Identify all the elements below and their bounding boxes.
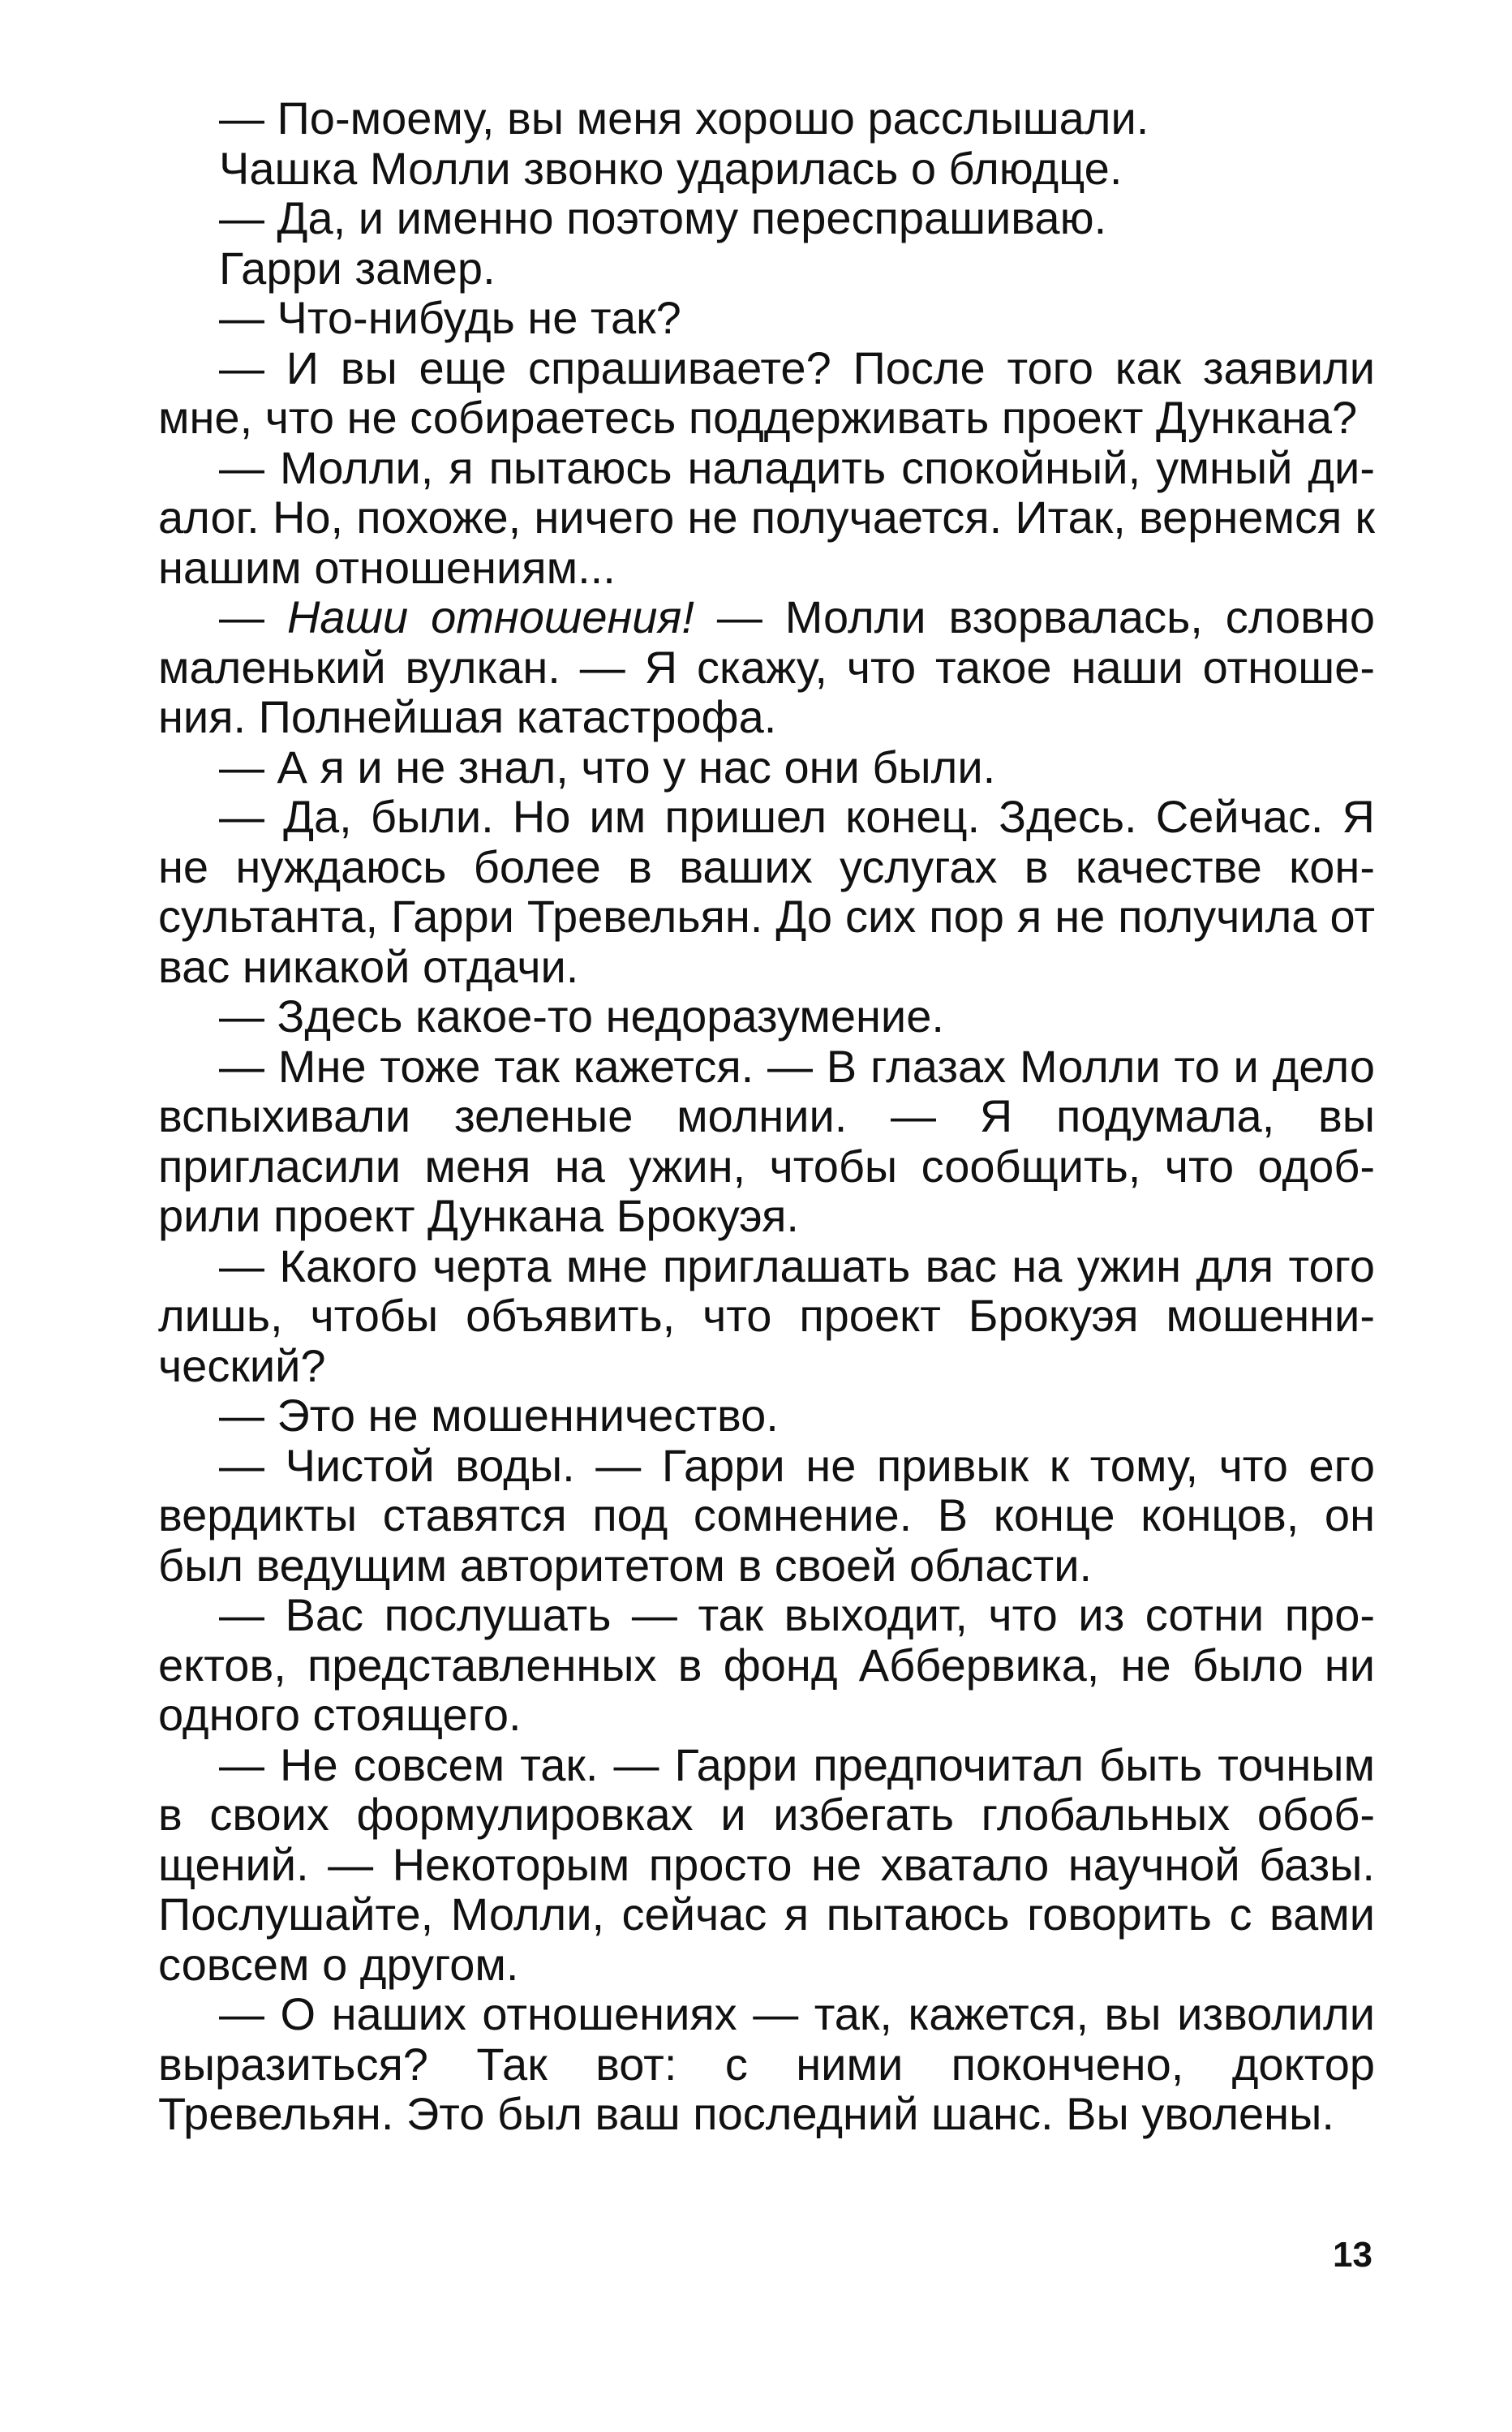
paragraph: — Это не мошенничество.: [219, 1390, 779, 1441]
paragraph: — Здесь какое-то недоразумение.: [219, 990, 944, 1042]
body-text: [158, 93, 1375, 2139]
paragraph: — Да, и именно поэтому переспрашиваю.: [219, 192, 1107, 243]
paragraph: — Не совсем так. — Гарри предпочитал быть точным в своих формулировках и избегать глобальных обобщений. — Некоторым просто не хватало научной базы. Послушайте, Молли, сейчас я пытаюсь говорить с вами совсем о другом.: [158, 1738, 1375, 1990]
paragraph-rest: — Молли взорвалась, словно маленький вулкан. — Я скажу, что такое наши отношения. Полнейшая катастрофа.: [158, 591, 1376, 742]
paragraph: [158, 592, 1375, 742]
paragraph: — Молли, я пытаюсь наладить спокойный, умный диалог. Но, похоже, ничего не получается. Итак, вернемся к нашим отношениям...: [158, 441, 1375, 593]
paragraph: — Какого черта мне приглашать вас на ужин для того лишь, чтобы объявить, что проект Брокуэя мошеннический?: [158, 1240, 1375, 1391]
paragraph-lead: —: [219, 591, 287, 642]
paragraph: — Что-нибудь не так?: [219, 292, 681, 343]
paragraph: — О наших отношениях — так, кажется, вы изволили выразиться? Так вот: с ними покончено, доктор Тревельян. Это был ваш последний шанс. Вы уволены.: [158, 1988, 1375, 2139]
paragraph: — Мне тоже так кажется. — В глазах Молли то и дело вспыхивали зеленые молнии. — Я подумала, вы пригласили меня на ужин, чтобы сообщить, что одобрили проект Дункана Брокуэя.: [158, 1040, 1375, 1241]
paragraph: — Вас послушать — так выходит, что из сотни проектов, представленных в фонд Аббервика, не было ни одного стоящего.: [158, 1589, 1375, 1740]
paragraph: Чашка Молли звонко ударилась о блюдце.: [219, 142, 1123, 194]
paragraph: — А я и не знал, что у нас они были.: [219, 741, 996, 793]
paragraph: — Чистой воды. — Гарри не привык к тому, что его вердикты ставятся под сомнение. В конце концов, он был ведущим авторитетом в своей области.: [158, 1439, 1375, 1591]
italic-phrase: Наши отношения!: [286, 591, 694, 642]
paragraph: — По-моему, вы меня хорошо расслышали.: [219, 92, 1149, 144]
paragraph: Гарри замер.: [219, 242, 496, 294]
page-number: 13: [1333, 2235, 1372, 2275]
paragraph: — Да, были. Но им пришел конец. Здесь. Сейчас. Я не нуждаюсь более в ваших услугах в качестве консультанта, Гарри Тревельян. До сих пор я не получила от вас никакой отдачи.: [158, 791, 1375, 992]
paragraph: — И вы еще спрашиваете? После того как заявили мне, что не собираетесь поддерживать проект Дункана?: [158, 342, 1375, 443]
